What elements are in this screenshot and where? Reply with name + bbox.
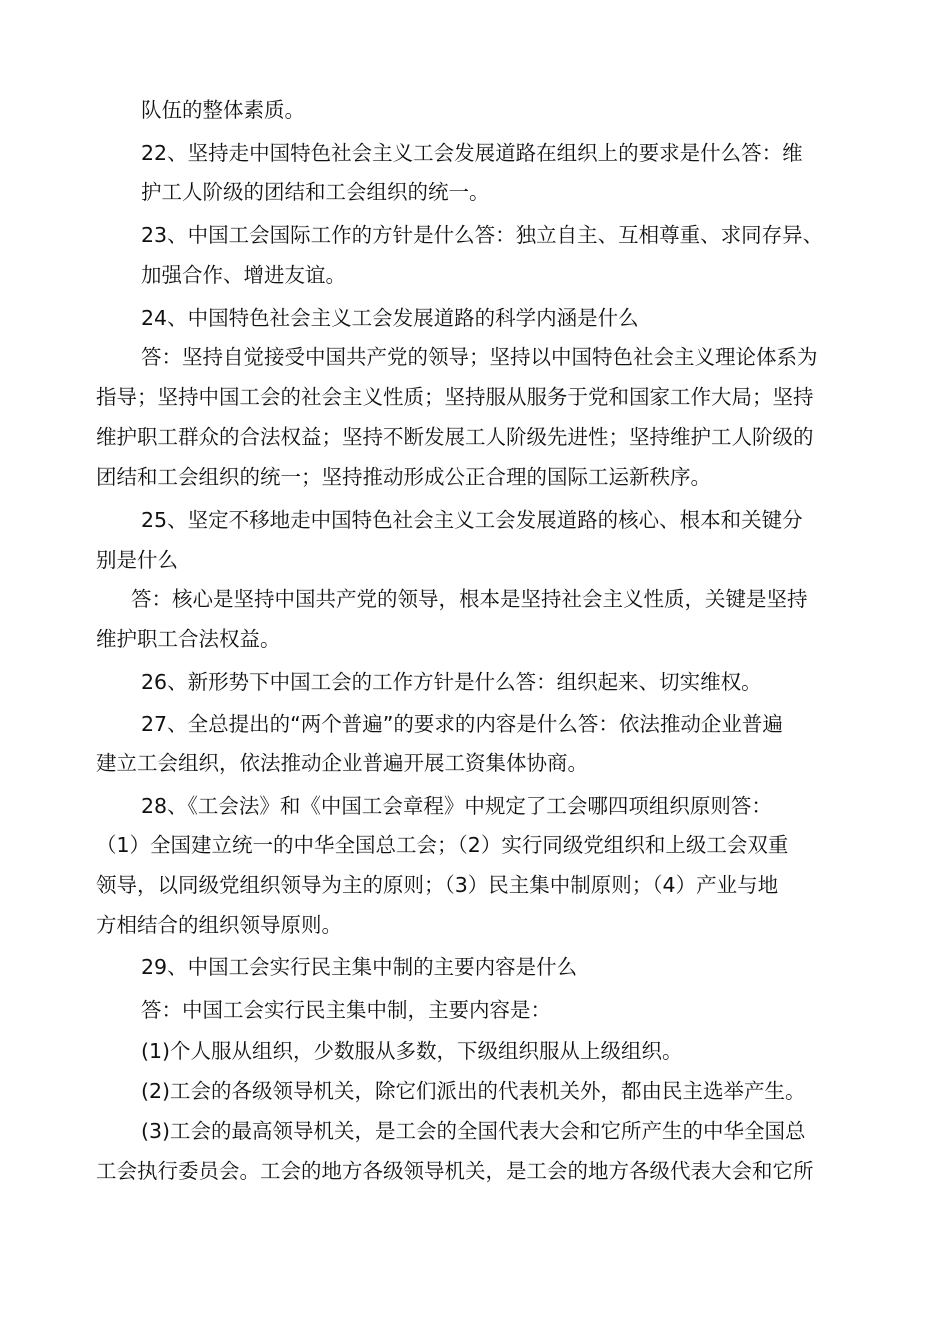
text-line: 方相结合的组织领导原则。 <box>96 913 342 937</box>
text-line: 领导，以同级党组织领导为主的原则；（3）民主集中制原则；（4）产业与地 <box>96 873 779 897</box>
text-line: 27、全总提出的“两个普遍”的要求的内容是什么答：依法推动企业普遍 <box>141 712 783 736</box>
text-line: 维护职工群众的合法权益；坚持不断发展工人阶级先进性；坚持维护工人阶级的 <box>96 425 814 449</box>
text-line: 别是什么 <box>96 548 178 572</box>
text-line: 25、坚定不移地走中国特色社会主义工会发展道路的核心、根本和关键分 <box>141 508 803 532</box>
text-line: 工会执行委员会。工会的地方各级领导机关，是工会的地方各级代表大会和它所 <box>96 1159 814 1183</box>
text-line: 团结和工会组织的统一；坚持推动形成公正合理的国际工运新秩序。 <box>96 465 711 489</box>
text-line: 23、中国工会国际工作的方针是什么答：独立自主、互相尊重、求同存异、 <box>141 223 824 247</box>
text-line: 护工人阶级的团结和工会组织的统一。 <box>141 180 490 204</box>
text-line: 队伍的整体素质。 <box>141 98 305 122</box>
text-line: 答：中国工会实行民主集中制，主要内容是： <box>141 998 551 1022</box>
text-line: (2)工会的各级领导机关，除它们派出的代表机关外，都由民主选举产生。 <box>141 1079 806 1103</box>
text-line: (1)个人服从组织，少数服从多数，下级组织服从上级组织。 <box>141 1039 683 1063</box>
text-line: 28、《工会法》和《中国工会章程》中规定了工会哪四项组织原则答： <box>141 794 772 818</box>
text-line: 26、新形势下中国工会的工作方针是什么答：组织起来、切实维权。 <box>141 670 762 694</box>
text-line: 维护职工合法权益。 <box>96 627 281 651</box>
text-line: （1）全国建立统一的中华全国总工会；（2）实行同级党组织和上级工会双重 <box>96 833 789 857</box>
text-line: 答：核心是坚持中国共产党的领导，根本是坚持社会主义性质，关键是坚持 <box>131 587 808 611</box>
text-line: (3)工会的最高领导机关，是工会的全国代表大会和它所产生的中华全国总 <box>141 1119 806 1143</box>
text-line: 指导；坚持中国工会的社会主义性质；坚持服从服务于党和国家工作大局；坚持 <box>96 385 814 409</box>
text-line: 建立工会组织，依法推动企业普遍开展工资集体协商。 <box>96 751 588 775</box>
text-line: 29、中国工会实行民主集中制的主要内容是什么 <box>141 955 578 979</box>
text-line: 24、中国特色社会主义工会发展道路的科学内涵是什么 <box>141 306 639 330</box>
text-line: 22、坚持走中国特色社会主义工会发展道路在组织上的要求是什么答：维 <box>141 141 803 165</box>
text-line: 加强合作、增进友谊。 <box>141 263 346 287</box>
text-line: 答：坚持自觉接受中国共产党的领导；坚持以中国特色社会主义理论体系为 <box>141 345 818 369</box>
